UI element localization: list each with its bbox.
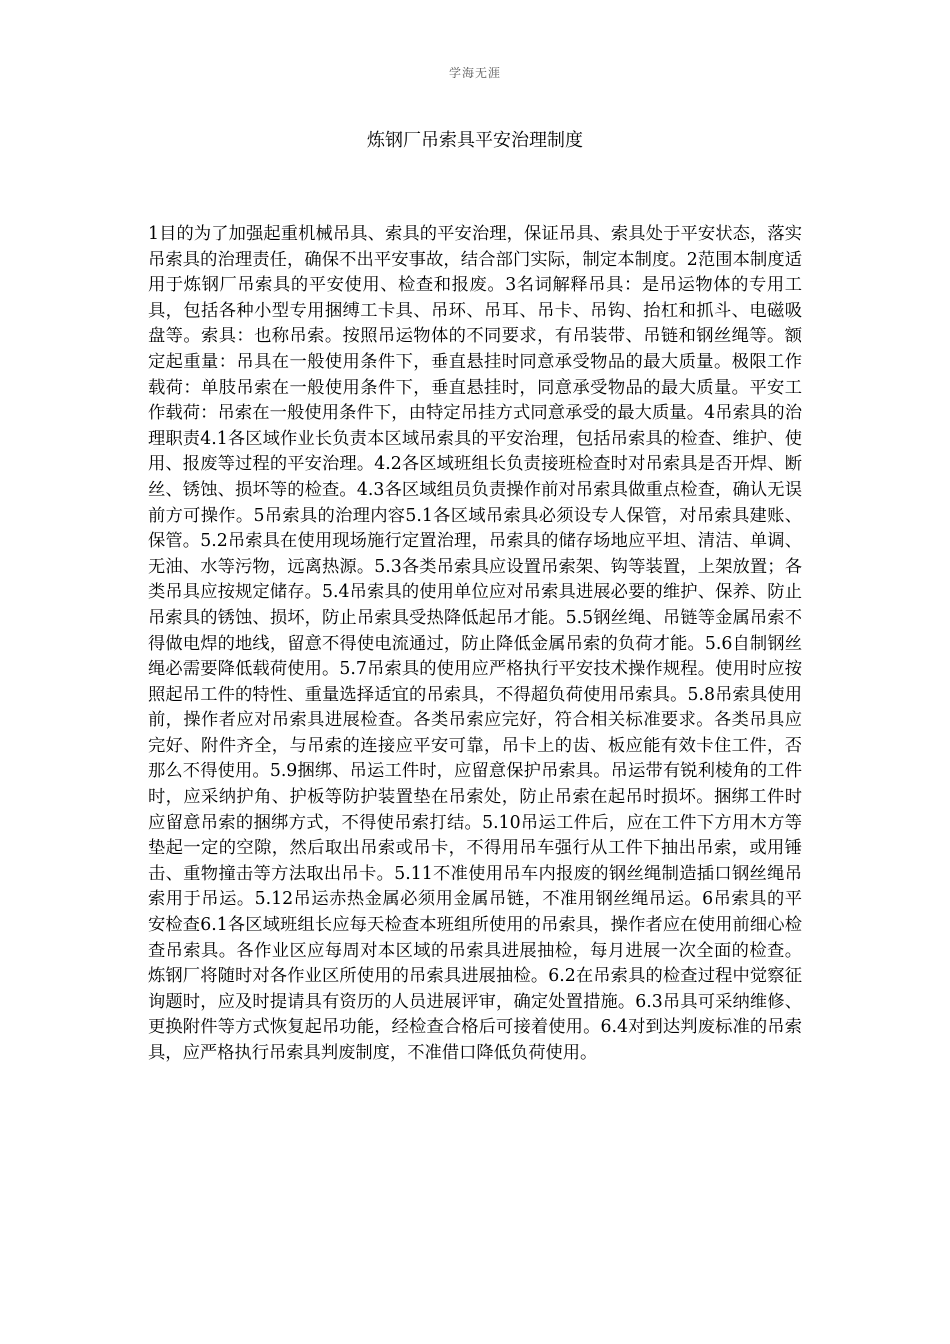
page-header: 学海无涯 bbox=[448, 66, 501, 80]
document-body: 1目的为了加强起重机械吊具、索具的平安治理，保证吊具、索具处于平安状态，落实吊索具的治理责任，确保不出平安事故，结合部门实际，制定本制度。2范围本制度适用于炼钢厂吊索具的平安使用、检查和报废。3名词解释吊具：是吊运物体的专用工具，包括各种小型专用捆缚工卡具、吊环、吊耳、吊卡、吊钩、抬杠和抓斗、电磁吸盘等。索具：也称吊索。按照吊运物体的不同要求，有吊装带、吊链和钢丝绳等。额定起重量：吊具在一般使用条件下，垂直悬挂时同意承受物品的最大质量。极限工作载荷：单肢吊索在一般使用条件下，垂直悬挂时，同意承受物品的最大质量。平安工作载荷：吊索在一般使用条件下，由特定吊挂方式同意承受的最大质量。4吊索具的治理职责4.1各区域作业长负责本区域吊索具的平安治理，包括吊索具的检查、维护、使用、报废等过程的平安治理。4.2各区域班组长负责接班检查时对吊索具是否开焊、断丝、锈蚀、损坏等的检查。4.3各区域组员负责操作前对吊索具做重点检查，确认无误前方可操作。5吊索具的治理内容5.1各区域吊索具必须设专人保管，对吊索具建账、保管。5.2吊索具在使用现场施行定置治理，吊索具的储存场地应平坦、清洁、单调、无油、水等污物，远离热源。5.3各类吊索具应设置吊索架、钩等装置，上架放置；各类吊具应按规定储存。5.4吊索具的使用单位应对吊索具进展必要的维护、保养、防止吊索具的锈蚀、损坏，防止吊索具受热降低起吊才能。5.5钢丝绳、吊链等金属吊索不得做电焊的地线，留意不得使电流通过，防止降低金属吊索的负荷才能。5.6自制钢丝绳必需要降低载荷使用。5.7吊索具的使用应严格执行平安技术操作规程。使用时应按照起吊工件的特性、重量选择适宜的吊索具，不得超负荷使用吊索具。5.8吊索具使用前，操作者应对吊索具进展检查。各类吊索应完好，符合相关标准要求。各类吊具应完好、附件齐全，与吊索的连接应平安可靠，吊卡上的齿、板应能有效卡住工件，否那么不得使用。5.9捆绑、吊运工件时，应留意保护吊索具。吊运带有锐利棱角的工件时，应采纳护角、护板等防护装置垫在吊索处，防止吊索在起吊时损坏。捆绑工件时应留意吊索的捆绑方式，不得使吊索打结。5.10吊运工件后，应在工件下方用木方等垫起一定的空隙，然后取出吊索或吊卡，不得用吊车强行从工件下抽出吊索，或用锤击、重物撞击等方法取出吊卡。5.11不准使用吊车内报废的钢丝绳制造插口钢丝绳吊索用于吊运。5.12吊运赤热金属必须用金属吊链，不准用钢丝绳吊运。6吊索具的平安检查6.1各区域班组长应每天检查本班组所使用的吊索具，操作者应在使用前细心检查吊索具。各作业区应每周对本区域的吊索具进展抽检，每月进展一次全面的检查。炼钢厂将随时对各作业区所使用的吊索具进展抽检。6.2在吊索具的检查过程中觉察征询题时，应及时提请具有资历的人员进展评审，确定处置措施。6.3吊具可采纳维修、更换附件等方式恢复起吊功能，经检查合格后可接着使用。6.4对到达判废标准的吊索具，应严格执行吊索具判废制度，不准借口降低负荷使用。 bbox=[148, 224, 802, 1063]
document-title: 炼钢厂吊索具平安治理制度 bbox=[367, 130, 583, 151]
